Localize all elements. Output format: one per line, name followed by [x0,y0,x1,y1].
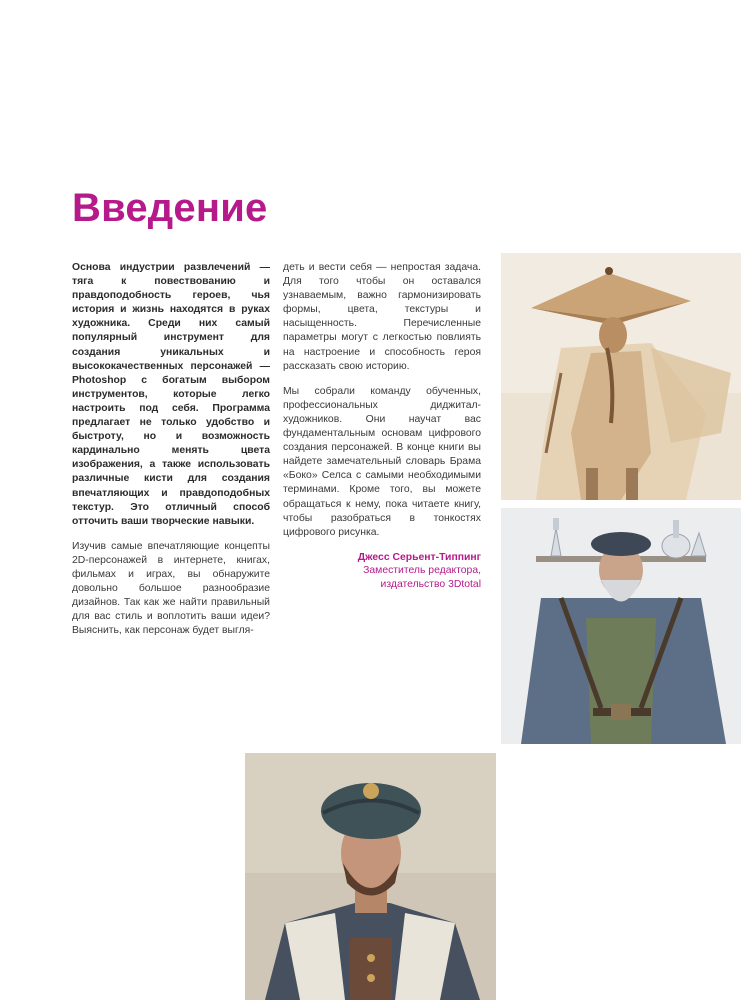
page-title: Введение [72,186,268,230]
author-role: Заместитель редактора, [363,565,481,577]
turban-man-illustration [245,753,496,1000]
author-name: Джесс Серьент-Типпинг [357,551,481,563]
body-paragraph: Мы собрали команду обученных, профессиональных диджитал-художников. Они научат вас фундаментальным основам цифрового создания персонажей. В конце книги вы найдете замечательный словарь Брама «Боко» Селса с самыми необходимыми терминами. Кроме того, вы можете обращаться к нему, пока читаете книгу, чтобы разобраться в тонкостях цифрового рисунка. [283,385,481,538]
illustration-alchemist [501,508,741,744]
body-paragraph: деть и вести себя — непростая задача. Для того чтобы он оставался узнаваемым, важно гармонизировать формы, цвета, текстуры и насыщенность. Перечисленные параметры могут с легкостью повлиять на настроение и способность героя рассказать свою историю. [283,262,481,372]
lead-paragraph: Основа индустрии развлечений — тяга к повествованию и правдоподобность героев, чья история и жизнь находятся в руках художника. Среди них самый популярный инструмент для создания уникальных и высококачественных персонажей — Photoshop с богатым выбором инструментов, которые легко настроить под себя. Программа предлагает не только удобство и быстроту, но и возможность кардинально менять цвета изображения, а также использовать различные кисти для создания впечатляющих и правдоподобных текстур. Это отличный способ отточить ваши творческие навыки. [72,262,270,527]
body-paragraph: Изучив самые впечатляющие концепты 2D-персонажей в интернете, книгах, фильмах и играх, вы обнаружите довольно большое разнообразие дизайнов. Так как же найти правильный для вас стиль и воплотить ваши идеи? Выяснить, как персонаж будет выгля- [72,540,270,637]
wanderer-illustration [501,253,741,500]
illustration-wanderer [501,253,741,500]
text-column-middle [283,261,481,591]
signature-block [283,551,481,592]
text-column-left [72,261,270,649]
author-publisher: издательство 3Dtotal [380,578,481,590]
alchemist-illustration [501,508,741,744]
illustration-turban-man [245,753,496,1000]
